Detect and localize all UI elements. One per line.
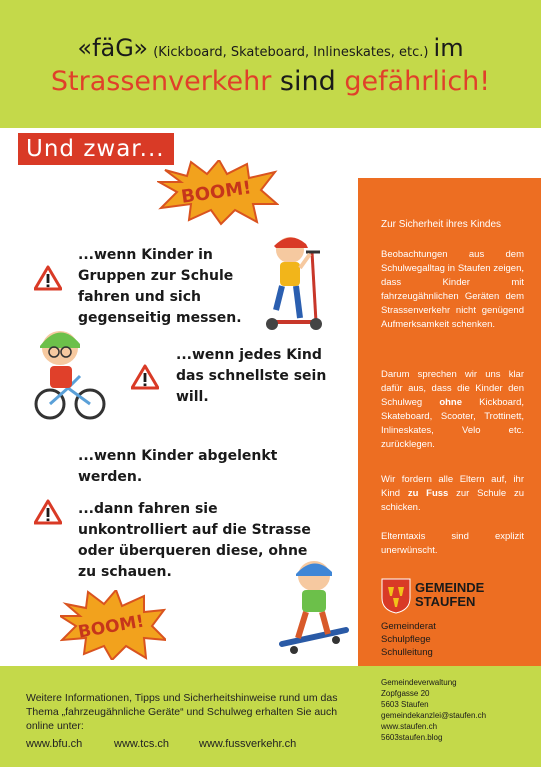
hazard-item-1-line: fahren und sich bbox=[78, 289, 201, 305]
title-word-sind: sind bbox=[279, 66, 336, 97]
bike-kid-illustration bbox=[28, 322, 108, 426]
title-open: «fäG» bbox=[77, 34, 149, 62]
sidebar-paragraph-3 bbox=[381, 473, 524, 515]
boom-text: BOOM! bbox=[179, 177, 253, 208]
sidebar-p2-part: Darum sprechen wir uns klar dafür aus, dass die Kinder den Schulweg bbox=[381, 369, 524, 408]
sidebar-p2-part: Kickboard, Skateboard, Scooter, Trottinett, Inlineskates, Velo etc. zurücklegen. bbox=[381, 397, 525, 450]
hazard-item-4-line: zu schauen. bbox=[78, 564, 172, 580]
hazard-item-2 bbox=[176, 345, 326, 408]
address-email[interactable]: gemeindekanzlei@staufen.ch bbox=[381, 711, 487, 720]
municipality-logo-text bbox=[415, 581, 484, 609]
sidebar-p2-emphasis: ohne bbox=[439, 397, 463, 408]
footer-info bbox=[26, 691, 337, 733]
hazard-item-3 bbox=[78, 446, 277, 488]
address-line: Zopfgasse 20 bbox=[381, 689, 430, 698]
sidebar-p3-part: zur Schule zu schicken. bbox=[381, 488, 525, 513]
hazard-item-4-line: unkontrolliert auf die Strasse bbox=[78, 522, 311, 538]
address-line: 5603 Staufen bbox=[381, 700, 429, 709]
coat-of-arms-icon bbox=[381, 578, 411, 614]
boom-burst-icon bbox=[157, 160, 279, 226]
organisations-list bbox=[381, 620, 436, 659]
organisation: Schulleitung bbox=[381, 647, 433, 658]
title-paren: (Kickboard, Skateboard, Inlineskates, etc.) bbox=[153, 45, 429, 60]
address-block bbox=[381, 677, 486, 743]
boom-text: BOOM! bbox=[76, 611, 146, 643]
hazard-item-4-line: ...dann fahren sie bbox=[78, 501, 218, 517]
hazard-item-3-line: ...wenn Kinder abgelenkt bbox=[78, 448, 278, 464]
hazard-item-2-line: ...wenn jedes Kind bbox=[176, 347, 322, 363]
hazard-item-1-line: ...wenn Kinder in bbox=[78, 247, 213, 263]
header-banner bbox=[0, 0, 541, 128]
footer-info-line: Weitere Informationen, Tipps und Sicherheitshinweise rund um das bbox=[26, 692, 338, 704]
logo-line: GEMEINDE bbox=[415, 580, 485, 595]
sidebar-p3-part: Wir fordern alle Eltern auf, ihr Kind bbox=[381, 474, 524, 499]
title-line-1 bbox=[0, 34, 541, 62]
hazard-item-3-line: werden. bbox=[78, 469, 143, 485]
intro-label: Und zwar... bbox=[18, 133, 174, 165]
boom-burst-icon bbox=[60, 590, 166, 660]
hazard-item-4-line: oder überqueren diese, ohne bbox=[78, 543, 308, 559]
footer-info-line: Thema „fahrzeugähnliche Geräte“ und Schulweg erhalten Sie auch bbox=[26, 706, 338, 718]
warning-icon bbox=[131, 364, 159, 390]
skateboard-kid-illustration bbox=[276, 556, 352, 662]
hazard-item-1 bbox=[78, 245, 242, 329]
hazard-item-1-line: gegenseitig messen. bbox=[78, 310, 242, 326]
sidebar-paragraph-4: Elterntaxis sind explizit unerwünscht. bbox=[381, 531, 524, 556]
address-blog[interactable]: 5603staufen.blog bbox=[381, 733, 443, 742]
hazard-item-2-line: will. bbox=[176, 389, 209, 405]
sidebar-heading: Zur Sicherheit ihres Kindes bbox=[381, 219, 502, 230]
logo-line: STAUFEN bbox=[415, 594, 476, 609]
hazard-item-1-line: Gruppen zur Schule bbox=[78, 268, 234, 284]
scooter-kid-illustration bbox=[250, 230, 330, 334]
sidebar-p3-emphasis: zu Fuss bbox=[407, 488, 449, 499]
organisation: Gemeinderat bbox=[381, 621, 436, 632]
address-website[interactable]: www.staufen.ch bbox=[381, 722, 438, 731]
sidebar-paragraph-1: Beobachtungen aus dem Schulwegalltag in Staufen zeigen, dass Kinder mit fahrzeugähnlichen Geräten dem Strassenverkehr nicht genügend Aufmerksamkeit schenken. bbox=[381, 249, 524, 330]
sidebar-paragraph-2 bbox=[381, 368, 524, 452]
hazard-item-2-line: das schnellste sein bbox=[176, 368, 327, 384]
title-im: im bbox=[433, 34, 464, 62]
title-word-strassenverkehr: Strassenverkehr bbox=[50, 66, 272, 97]
link-tcs[interactable]: www.tcs.ch bbox=[114, 738, 170, 750]
link-fussverkehr[interactable]: www.fussverkehr.ch bbox=[199, 738, 297, 750]
title-word-gefaehrlich: gefährlich! bbox=[344, 66, 491, 97]
warning-icon bbox=[34, 265, 62, 291]
link-bfu[interactable]: www.bfu.ch bbox=[26, 738, 83, 750]
footer-info-line: online unter: bbox=[26, 720, 84, 732]
title-line-2 bbox=[0, 66, 541, 97]
organisation: Schulpflege bbox=[381, 634, 431, 645]
warning-icon bbox=[34, 499, 62, 525]
address-line: Gemeindeverwaltung bbox=[381, 678, 457, 687]
